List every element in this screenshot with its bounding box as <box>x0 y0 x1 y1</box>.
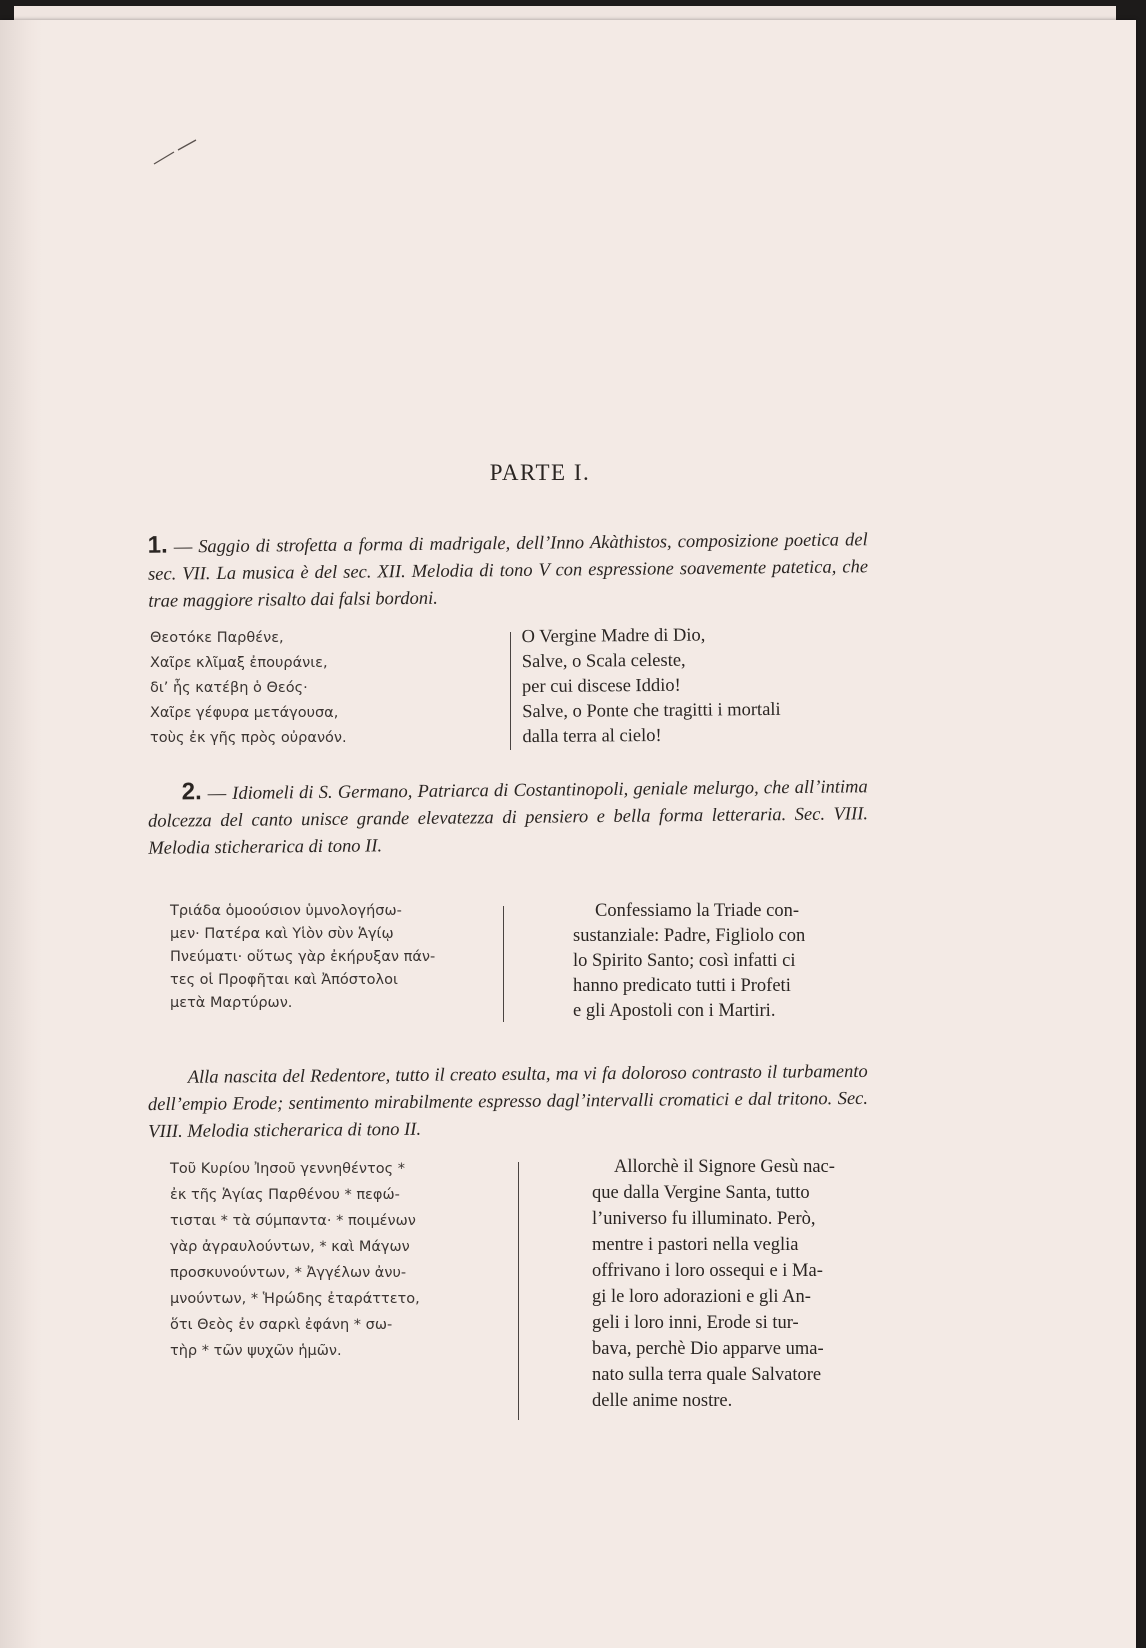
italian-line: mentre i pastori nella veglia <box>592 1235 799 1255</box>
italian-line: geli i loro inni, Erode si tur- <box>592 1313 799 1333</box>
section-2-italian-text <box>573 899 805 1024</box>
italian-line: delle anime nostre. <box>592 1391 733 1411</box>
section-2-number: 2. <box>181 778 202 806</box>
greek-line: μνούντων, * Ἡρώδης ἐταράττετο, <box>170 1291 420 1307</box>
italian-line: Confessiamo la Triade con- <box>595 901 799 921</box>
italian-line: Salve, o Ponte che tragitti i mortali <box>522 699 781 723</box>
italian-line: sustanziale: Padre, Figliolo con <box>573 926 806 946</box>
italian-line: hanno predicato tutti i Profeti <box>573 976 791 996</box>
italian-line: Allorchè il Signore Gesù nac- <box>614 1157 835 1177</box>
section-2-dash: — <box>207 783 227 805</box>
italian-line: gi le loro adorazioni e gli An- <box>592 1287 811 1307</box>
greek-line: τὴρ * τῶν ψυχῶν ἡμῶν. <box>170 1343 342 1359</box>
section-1-column-divider <box>510 632 511 750</box>
section-1-greek-text <box>150 626 347 751</box>
book-page <box>0 20 1136 1648</box>
italian-line: e gli Apostoli con i Martiri. <box>573 1001 776 1021</box>
pencil-mark-icon <box>152 138 212 168</box>
italian-line: lo Spirito Santo; così infatti ci <box>573 951 796 971</box>
greek-line: Τριάδα ὁμοούσιον ὑμνολογήσω- <box>170 903 402 919</box>
section-3-italian-text <box>592 1154 835 1414</box>
italian-line: que dalla Vergine Santa, tutto <box>592 1183 810 1203</box>
section-3-column-divider <box>518 1162 519 1420</box>
greek-line: τες οἱ Προφῆται καὶ Ἀπόστολοι <box>170 972 398 988</box>
greek-line: ἐκ τῆς Ἁγίας Παρθένου * πεφώ- <box>170 1187 400 1203</box>
section-2-greek-text <box>170 900 435 1015</box>
section-1-dash: — <box>173 537 193 558</box>
greek-line: προσκυνούντων, * Ἀγγέλων ἀνυ- <box>170 1265 407 1281</box>
section-3-intro: Alla nascita del Redentore, tutto il creato esulta, ma vi fa doloroso contrasto il turbamento dell’empio Erode; sentimento mirabilmente espresso dagl’intervalli cromatici e dal tritono. Sec. VIII. Melodia sticherarica di tono II. <box>147 1061 869 1143</box>
greek-line: τοὺς ἐκ γῆς πρὸς οὐρανόν. <box>150 730 347 746</box>
section-2-intro <box>148 771 869 863</box>
greek-line: μετὰ Μαρτύρων. <box>170 995 293 1011</box>
italian-line: bava, perchè Dio apparve uma- <box>592 1339 824 1359</box>
italian-line: dalla terra al cielo! <box>522 725 662 748</box>
greek-line: ὅτι Θεὸς ἐν σαρκὶ ἐφάνη * σω- <box>170 1317 393 1333</box>
section-2-intro-text: Idiomeli di S. Germano, Patriarca di Costantinopoli, geniale melurgo, che all’intima dolcezza del canto unisce grande elevatezza di pensiero e bella forma letteraria. Sec. VIII. Melodia sticherarica di tono II. <box>147 777 869 859</box>
greek-line: Θεοτόκε Παρθένε, <box>150 630 284 646</box>
italian-line: per cui discese Iddio! <box>521 675 681 698</box>
italian-line: O Vergine Madre di Dio, <box>521 625 706 648</box>
section-2-column-divider <box>503 906 504 1022</box>
binding-shadow <box>0 20 42 1648</box>
italian-line: offrivano i loro ossequi e i Ma- <box>592 1261 823 1281</box>
section-3-greek-text <box>170 1156 420 1364</box>
section-1-italian-text <box>521 623 781 750</box>
greek-line: Πνεύματι· οὕτως γὰρ ἐκήρυξαν πάν- <box>170 949 436 965</box>
greek-line: τισται * τὰ σύμπαντα· * ποιμένων <box>170 1213 416 1229</box>
greek-line: δι’ ἧς κατέβη ὁ Θεός· <box>150 680 308 696</box>
section-1-intro-text: Saggio di strofetta a forma di madrigale, dell’Inno Akàthistos, composizione poetica del sec. VII. La musica è del sec. XII. Melodia di tono V con espressione soavemente patetica, che trae maggiore risalto dai falsi bordoni. <box>147 530 869 612</box>
greek-line: Χαῖρε γέφυρα μετάγουσα, <box>150 705 339 721</box>
greek-line: Τοῦ Κυρίου Ἰησοῦ γεννηθέντος * <box>170 1161 405 1177</box>
greek-line: μεν· Πατέρα καὶ Υἱὸν σὺν Ἁγίῳ <box>170 926 394 942</box>
italian-line: l’universo fu illuminato. Però, <box>592 1209 816 1229</box>
greek-line: Χαῖρε κλῖμαξ ἐπουράνιε, <box>150 655 328 671</box>
section-1-intro <box>148 524 869 616</box>
greek-line: γὰρ ἀγραυλούντων, * καὶ Μάγων <box>170 1239 410 1255</box>
page-title: PARTE I. <box>489 460 591 485</box>
italian-line: nato sulla terra quale Salvatore <box>592 1365 822 1385</box>
italian-line: Salve, o Scala celeste, <box>521 650 686 673</box>
section-1-number: 1. <box>147 531 168 559</box>
